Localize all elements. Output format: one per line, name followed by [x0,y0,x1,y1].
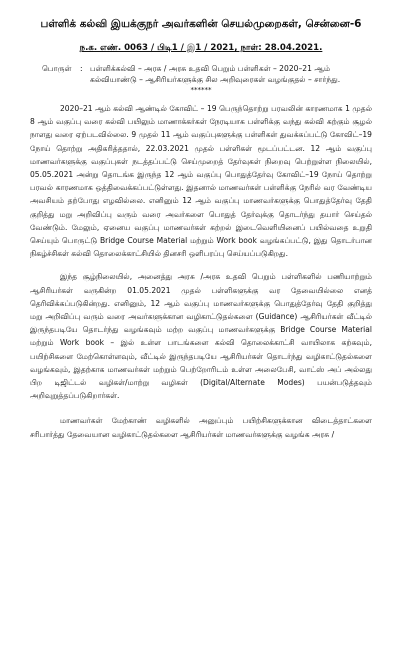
subject-block [30,63,372,85]
subject-colon: : [80,64,83,73]
paragraph-1: 2020–21 ஆம் கல்வி ஆண்டில் கோவிட் – 19 பெருந்தொற்று பரவலின் காரணமாக 1 முதல் 8 ஆம் வகுப்பு வரை கல்வி பயிலும் மாணாக்கர்கள் நேரடியாக பள்ளிக்கு வந்து கல்வி கற்கும் சூழல் நாளது வரை ஏற்படவில்லை. 9 முதல் 11 ஆம் வகுப்புகளுக்கு பள்ளிகள் துவக்கப்பட்டு கோவிட்–19 நோய் தொற்று அதிகரித்ததால், 22.03.2021 முதல் பள்ளிகள் மூடப்பட்டன. 12 ஆம் வகுப்பு மாணவர்களுக்கு வகுப்புகள் நடத்தப்பட்டு செய்முறைத் தேர்வுகள் நிறைவு பெற்றுள்ள நிலையில், 05.05.2021 அன்று தொடங்க இருந்த 12 ஆம் வகுப்பு பொதுத்தேர்வு கோவிட்–19 நோய் தொற்று பரவல் காரணமாக ஒத்திவைக்கப்பட்டுள்ளது. இதனால் மாணவர்கள் பள்ளிக்கு நேரில் வர வேண்டிய அவசியம் தற்போது எழவில்லை. எனினும் 12 ஆம் வகுப்பு மாணவர்களுக்கு பொதுத்தேர்வு தேதி குறித்து மறு அறிவிப்பு வரும் வரை அவர்களை பொதுத் தேர்வுக்கு தொடர்ந்து தயார் செய்தல் வேண்டும். மேலும், ஏனைய வகுப்பு மாணவர்கள் கற்றல் இடைவெளியினைப் பயில்வதை உறுதி செய்யும் பொருட்டு Bridge Course Material மற்றும் Work book வழங்கப்பட்டு, இது தொடர்பான நிகழ்ச்சிகள் கல்வி தொலைக்காட்சியில் தினசரி ஒளிபரப்பு செய்யப்படுகிறது. [30,104,372,259]
paragraph-2: இந்த சூழ்நிலையில், அனைத்து அரசு /அரசு உதவி பெறும் பள்ளிகளில் பணியாற்றும் ஆசிரியர்கள் வருகின்ற 01.05.2021 முதல் பள்ளிகளுக்கு வர தேவையில்லை எனத் தெரிவிக்கப்படுகின்றது. எனினும், 12 ஆம் வகுப்பு மாணவர்களுக்கு பொதுத்தேர்வு தேதி குறித்து மறு அறிவிப்பு வரும் வரை அவர்களுக்கான வழிகாட்டுதல்களை (Guidance) ஆசிரியர்கள் வீட்டில் இருந்தபடியே தொடர்ந்து வழங்கவும் மற்ற வகுப்பு மாணவர்களுக்கு Bridge Course Material மற்றும் Work book – இல் உள்ள பாடங்களை கல்வி தொலைக்காட்சி வாயிலாக கற்கவும், பயிற்சிகளை மேற்கொள்ளவும், வீட்டில் இருந்தபடியே ஆசிரியர்கள் தொடர்ந்து வழிகாட்டுதல்களை வழங்கவும், இதற்காக மாணவர்கள் மற்றும் பெற்றோரிடம் உள்ள அலைபேசி, வாட்ஸ் அப் அல்லது பிற டிஜிட்டல் வழிகள்/மாற்று வழிகள் (Digital/Alternate Modes) பயன்படுத்தவும் அறிவுறுத்தப்படுகிறார்கள். [30,272,372,401]
separator: ****** [190,86,212,94]
reference-number: ந.க. எண். 0063 / பிடி1 / இ1 / 2021, நாள்: 28.04.2021. [79,43,323,53]
document-title: பள்ளிக் கல்வி இயக்குநர் அவர்களின் செயல்முறைகள், சென்னை-6 [40,18,362,30]
subject-label: பொருள் [42,64,72,73]
subject-text: பள்ளிக்கல்வி – அரசு / அரசு உதவி பெறும் பள்ளிகள் – 2020–21 ஆம் கல்வியாண்டு – ஆசிரியர்களுக்கு சில அறிவுரைகள் வழங்குதல் – சார்ந்து. [90,64,341,84]
paragraph-3: மாணவர்கள் மேற்காண் வழிகளில் அனுப்பும் பயிற்சிகளுக்கான விடைத்தாட்களை சரிபார்த்து தேவையான வழிகாட்டுதல்களை ஆசிரியர்கள் மாணவர்களுக்கு வழங்க அரசு / [30,416,372,439]
